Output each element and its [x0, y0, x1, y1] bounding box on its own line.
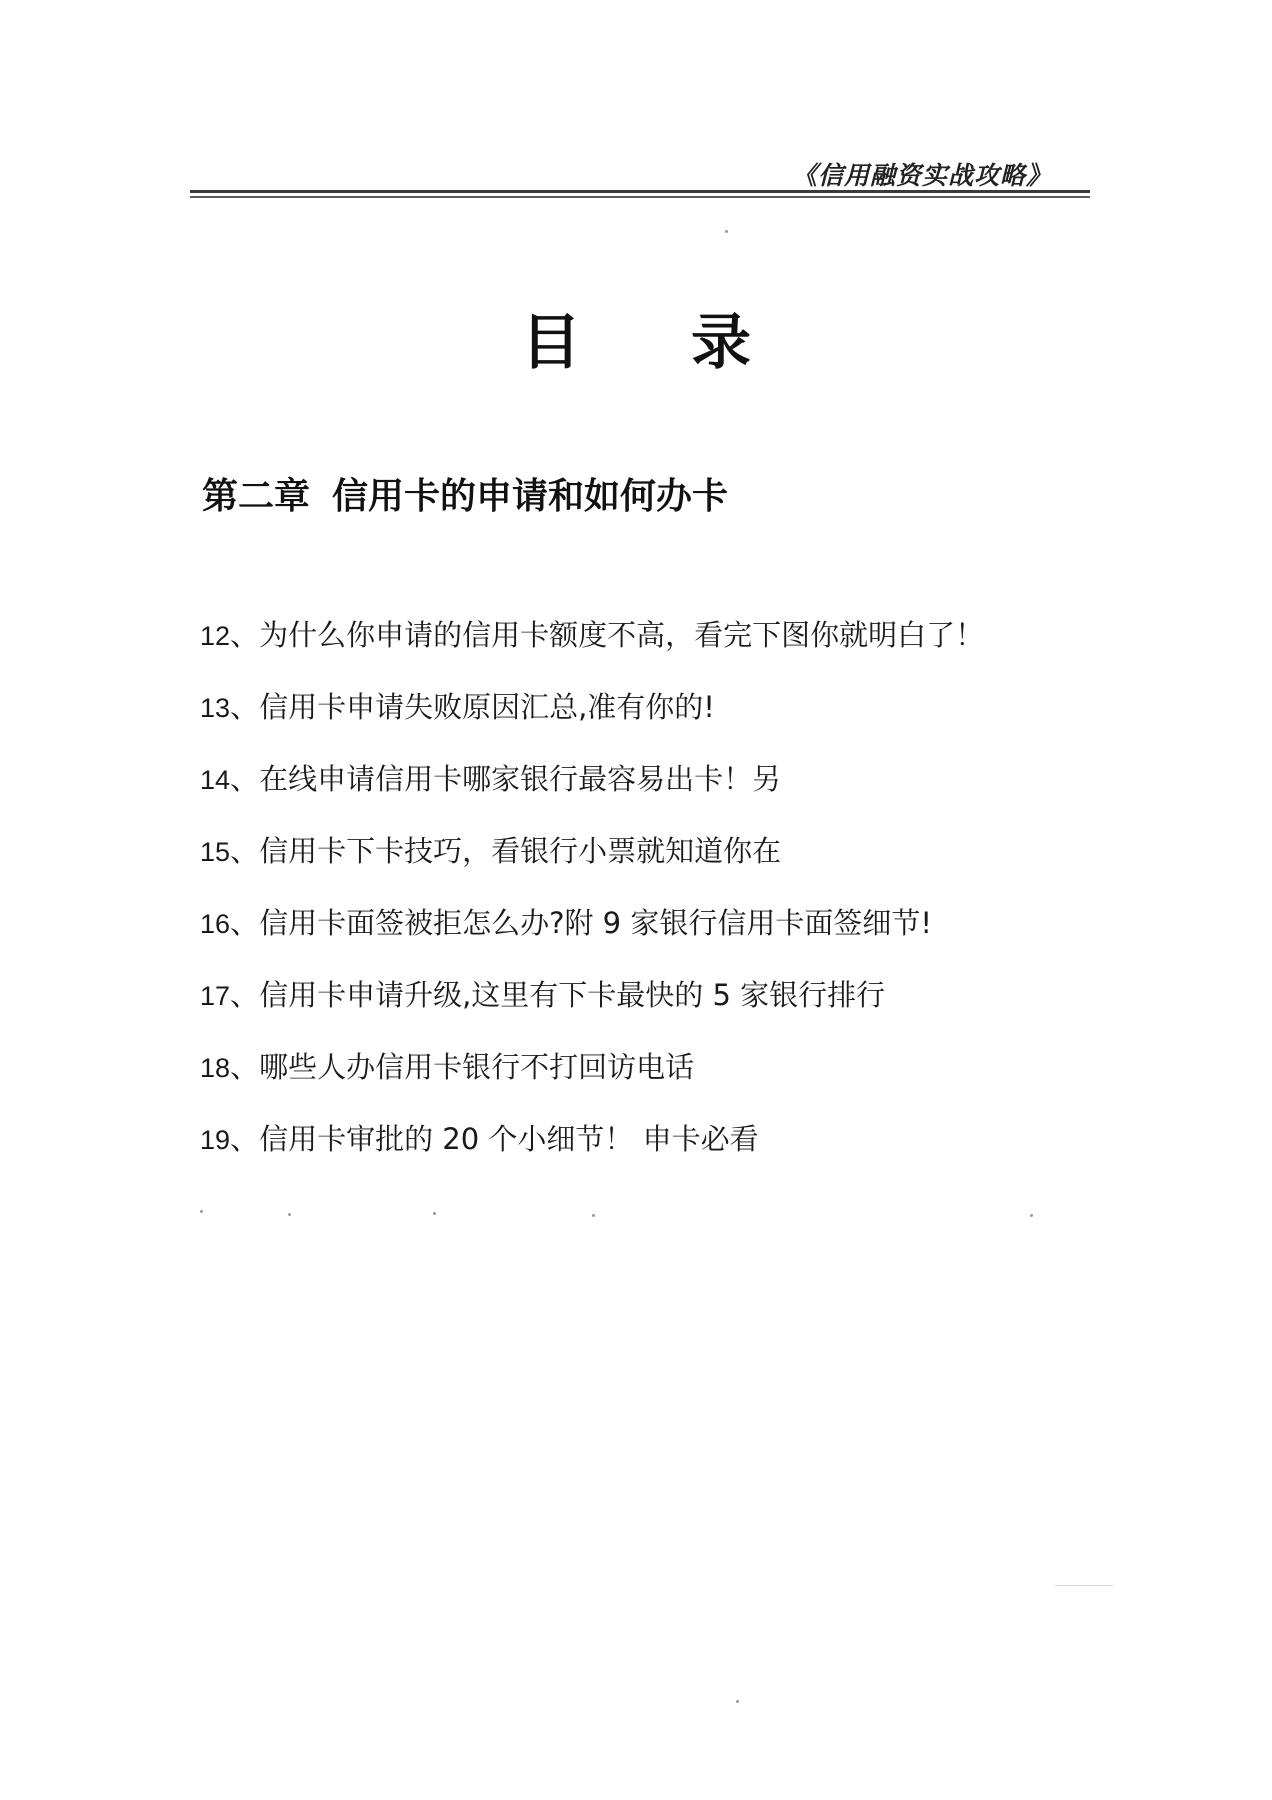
toc-item-number: 18 [200, 1053, 231, 1083]
running-header [190, 152, 1090, 202]
toc-item: 13、信用卡申请失败原因汇总,准有你的! [200, 690, 715, 724]
toc-item-number: 14 [200, 765, 231, 795]
scan-speck [1030, 1214, 1033, 1217]
scan-speck [592, 1214, 595, 1217]
toc-item: 15、信用卡下卡技巧，看银行小票就知道你在 [200, 834, 782, 868]
scan-mark [1055, 1585, 1113, 1586]
toc-title: 目录 [521, 308, 861, 378]
toc-item: 17、信用卡申请升级,这里有下卡最快的 5 家银行排行 [200, 978, 886, 1012]
toc-item-text: 信用卡审批的 20 个小细节！ 申卡必看 [259, 1122, 759, 1156]
toc-item: 12、为什么你申请的信用卡额度不高，看完下图你就明白了！ [200, 618, 985, 652]
scan-speck [288, 1213, 291, 1216]
toc-item-text: 信用卡申请失败原因汇总,准有你的! [259, 690, 715, 724]
toc-item-text: 信用卡面签被拒怎么办?附 9 家银行信用卡面签细节! [259, 906, 932, 940]
scan-speck [725, 230, 728, 233]
toc-item: 18、哪些人办信用卡银行不打回访电话 [200, 1050, 695, 1084]
toc-item-number: 17 [200, 981, 231, 1011]
toc-item-text: 信用卡申请升级,这里有下卡最快的 5 家银行排行 [259, 978, 886, 1012]
header-rule [190, 190, 1090, 193]
toc-item-text: 为什么你申请的信用卡额度不高，看完下图你就明白了！ [259, 618, 985, 652]
chapter-title: 信用卡的申请和如何办卡 [332, 476, 729, 517]
toc-item-number: 13 [200, 693, 231, 723]
header-rule-thin [190, 196, 1090, 198]
toc-item-number: 19 [200, 1125, 231, 1155]
book-title: 《信用融资实战攻略》 [791, 161, 1052, 190]
toc-list [200, 610, 1080, 1186]
toc-item: 19、信用卡审批的 20 个小细节！ 申卡必看 [200, 1122, 759, 1156]
chapter-number: 第二章 [202, 476, 311, 517]
toc-item-text: 信用卡下卡技巧，看银行小票就知道你在 [259, 834, 782, 868]
toc-item: 14、在线申请信用卡哪家银行最容易出卡！另 [200, 762, 782, 796]
toc-item-text: 哪些人办信用卡银行不打回访电话 [259, 1050, 695, 1084]
toc-item: 16、信用卡面签被拒怎么办?附 9 家银行信用卡面签细节! [200, 906, 932, 940]
toc-item-number: 16 [200, 909, 231, 939]
scan-speck [433, 1212, 436, 1215]
toc-item-number: 12 [200, 621, 231, 651]
chapter-heading [202, 468, 728, 519]
toc-item-number: 15 [200, 837, 231, 867]
toc-item-text: 在线申请信用卡哪家银行最容易出卡！另 [259, 762, 782, 796]
scan-speck [736, 1700, 739, 1703]
scan-speck [200, 1210, 203, 1213]
